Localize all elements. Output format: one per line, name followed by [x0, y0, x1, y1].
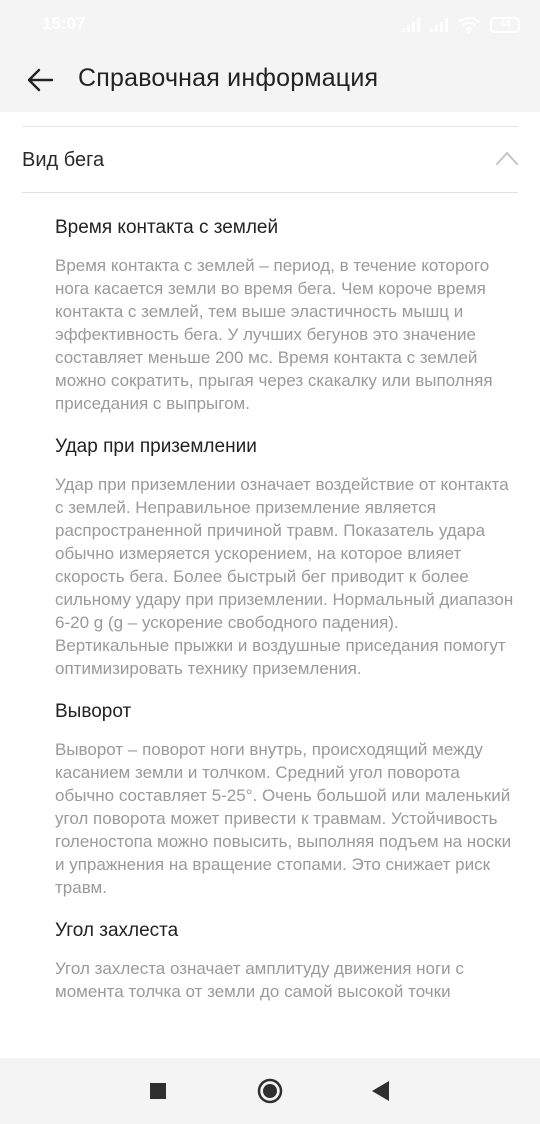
article-title: Выворот	[55, 701, 132, 722]
nav-back-button[interactable]	[366, 1076, 396, 1106]
signal-icon	[430, 18, 448, 32]
article-title: Время контакта с землей	[55, 217, 279, 238]
article-contact-time	[55, 216, 517, 415]
wifi-icon	[458, 17, 480, 33]
chevron-up-icon	[496, 151, 518, 165]
section-title: Вид бега	[22, 149, 105, 171]
articles-list	[55, 216, 517, 1023]
recents-button[interactable]	[143, 1076, 173, 1106]
article-body: Выворот – поворот ноги внутрь, происходящий между касанием земли и толчком. Средний угол поворота обычно составляет 5-25°. Очень большой или маленький угол поворота может привести к травмам. Устойчивость голеностопа можно повысить, выполняя подъем на носки и упражнения на вращение стопами. Это снижает риск травм.	[55, 740, 512, 897]
section-header-run-type[interactable]	[0, 127, 540, 193]
article-body: Угол захлеста означает амплитуду движения ноги с момента толчка от земли до самой высокой точки	[55, 959, 464, 1001]
content-scroll-area[interactable]	[0, 112, 540, 1058]
article-body: Время контакта с землей – период, в течение которого нога касается земли во время бега. Чем короче время контакта с землей, тем выше эластичность мышц и эффективность бега. У лучших бегунов это значение составляет меньше 200 мс. Время контакта с землей можно сократить, прыгая через скакалку или выполняя приседания с выпрыгом.	[55, 256, 493, 413]
arrow-left-icon	[26, 68, 54, 92]
battery-icon: 44	[490, 17, 520, 33]
circle-home-icon	[257, 1078, 283, 1104]
back-button[interactable]	[20, 60, 60, 100]
status-time: 15:07	[42, 14, 86, 33]
article-swing-angle	[55, 919, 517, 1003]
status-icons	[402, 14, 520, 36]
app-bar	[0, 50, 540, 112]
article-landing-impact	[55, 435, 517, 680]
divider	[22, 192, 518, 193]
page-title: Справочная информация	[78, 64, 379, 92]
home-button[interactable]	[255, 1076, 285, 1106]
square-icon	[150, 1083, 166, 1099]
signal-icon	[402, 18, 420, 32]
status-bar	[0, 0, 540, 50]
article-title: Удар при приземлении	[55, 436, 257, 457]
article-title: Угол захлеста	[55, 920, 179, 941]
triangle-back-icon	[372, 1081, 390, 1101]
system-nav-bar	[0, 1058, 540, 1124]
article-pronation	[55, 700, 517, 899]
article-body: Удар при приземлении означает воздействие от контакта с землей. Неправильное приземление является распространенной причиной травм. Показатель удара обычно измеряется ускорением, на которое влияет скорость бега. Более быстрый бег приводит к более сильному удару при приземлении. Нормальный диапазон 6-20 g (g – ускорение свободного падения). Вертикальные прыжки и воздушные приседания помогут оптимизировать технику приземления.	[55, 475, 514, 678]
